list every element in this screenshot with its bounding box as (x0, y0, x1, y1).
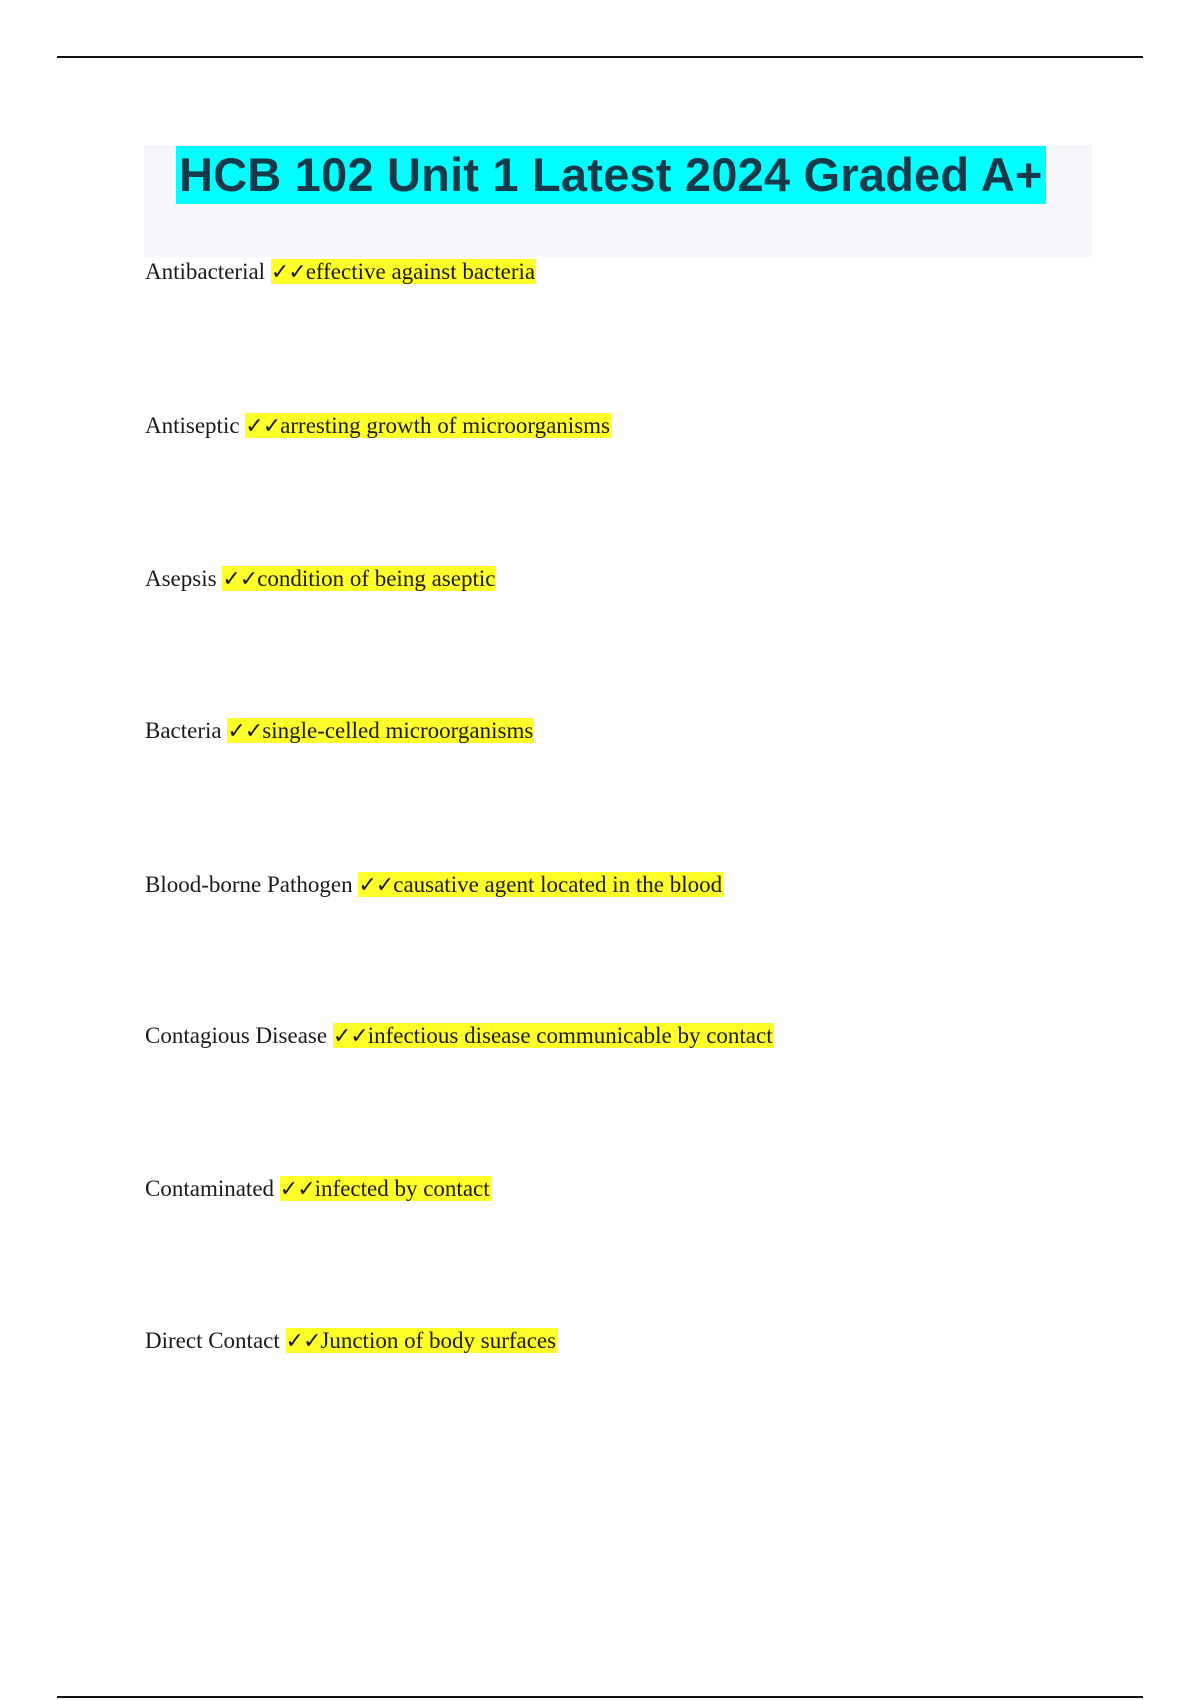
glossary-entry (145, 869, 723, 902)
entry-definition: condition of being aseptic (257, 566, 496, 591)
top-rule (57, 56, 1143, 58)
entry-term: Antibacterial (145, 259, 266, 284)
double-check-icon: ✓✓ (279, 1177, 315, 1202)
entry-term: Asepsis (145, 566, 217, 591)
entry-term: Contaminated (145, 1176, 275, 1201)
entry-term: Blood-borne Pathogen (145, 872, 353, 897)
double-check-icon: ✓✓ (358, 873, 394, 898)
entry-definition-highlight (245, 413, 611, 438)
entry-definition: Junction of body surfaces (320, 1328, 557, 1353)
double-check-icon: ✓✓ (332, 1024, 368, 1049)
entry-definition-highlight (333, 1023, 774, 1048)
double-check-icon: ✓✓ (270, 260, 306, 285)
entry-term: Bacteria (145, 718, 222, 743)
glossary-entry (145, 1173, 491, 1206)
entry-definition: infected by contact (314, 1176, 490, 1201)
entry-definition: infectious disease communicable by contact (367, 1023, 773, 1048)
double-check-icon: ✓✓ (222, 567, 258, 592)
entry-definition: arresting growth of microorganisms (280, 413, 610, 438)
document-title: HCB 102 Unit 1 Latest 2024 Graded A+ (176, 146, 1046, 204)
glossary-entry (145, 410, 611, 443)
entry-term: Antiseptic (145, 413, 240, 438)
double-check-icon: ✓✓ (227, 719, 263, 744)
entry-term: Contagious Disease (145, 1023, 328, 1048)
entry-definition-highlight (227, 718, 534, 743)
entry-definition-highlight (358, 872, 723, 897)
double-check-icon: ✓✓ (245, 414, 281, 439)
entry-definition-highlight (222, 566, 496, 591)
entry-definition-highlight (280, 1176, 491, 1201)
entry-definition-highlight (271, 259, 536, 284)
entry-definition: causative agent located in the blood (393, 872, 723, 897)
entry-definition: single-celled microorganisms (262, 718, 534, 743)
glossary-entry (145, 1325, 557, 1358)
double-check-icon: ✓✓ (285, 1329, 321, 1354)
entry-term: Direct Contact (145, 1328, 280, 1353)
bottom-rule (57, 1696, 1143, 1698)
entry-definition-highlight (286, 1328, 558, 1353)
glossary-entry (145, 563, 496, 596)
glossary-entry (145, 715, 534, 748)
glossary-entry (145, 256, 536, 289)
entry-definition: effective against bacteria (305, 259, 536, 284)
glossary-entry (145, 1020, 774, 1053)
